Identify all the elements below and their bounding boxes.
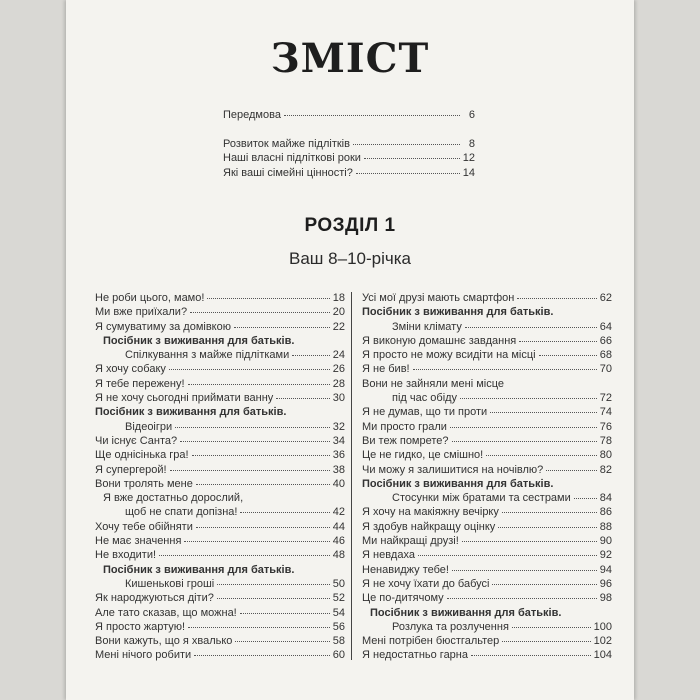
toc-entry [95, 292, 345, 306]
toc-entry-label: Я хочу собаку [95, 363, 166, 376]
toc-entry [362, 649, 612, 663]
toc-entry [95, 564, 345, 578]
toc-entry-label: Ми вже приїхали? [95, 306, 188, 319]
toc-entry [223, 167, 475, 182]
toc-entry-label: Не має значення [95, 535, 182, 548]
toc-entry-page: 44 [332, 520, 345, 533]
toc-leader-dots [175, 427, 330, 428]
toc-entry-page: 20 [332, 306, 345, 319]
toc-leader-dots [546, 470, 596, 471]
toc-entry [362, 635, 612, 649]
toc-entry [362, 506, 612, 520]
toc-leader-dots [159, 555, 330, 556]
toc-entry [95, 607, 345, 621]
toc-entry [362, 535, 612, 549]
toc-entry-label: Не входити! [95, 549, 157, 562]
toc-leader-dots [234, 327, 330, 328]
toc-leader-dots [498, 527, 596, 528]
toc-entry [362, 578, 612, 592]
toc-entry-page: 42 [332, 506, 345, 519]
toc-entry [362, 607, 612, 621]
toc-right-column [362, 292, 612, 664]
toc-entry-page: 72 [599, 392, 612, 405]
toc-leader-dots [292, 355, 329, 356]
toc-entry [95, 449, 345, 463]
toc-leader-dots [196, 527, 330, 528]
toc-entry-page: 6 [468, 109, 475, 121]
toc-entry-label: Ми просто грали [362, 420, 447, 433]
toc-entry-page: 32 [332, 420, 345, 433]
toc-entry-page: 8 [468, 137, 475, 150]
toc-entry [95, 478, 345, 492]
toc-leader-dots [192, 455, 330, 456]
toc-leader-dots [170, 470, 330, 471]
toc-entry-page: 50 [332, 577, 345, 590]
toc-entry [362, 435, 612, 449]
toc-leader-dots [471, 655, 591, 656]
toc-entry-page: 18 [332, 292, 345, 304]
toc-leader-dots [217, 584, 330, 585]
toc-entry-page: 28 [332, 377, 345, 390]
toc-entry [362, 406, 612, 420]
toc-entry [223, 109, 475, 124]
toc-entry-page: 34 [332, 434, 345, 447]
toc-leader-dots [492, 584, 596, 585]
toc-entry [362, 478, 612, 492]
toc-leader-dots [519, 341, 597, 342]
toc-entry-label: Чи існує Санта? [95, 434, 178, 447]
toc-entry-page: 30 [332, 392, 345, 405]
toc-entry-label: Усі мої друзі мають смартфон [362, 292, 515, 304]
toc-entry-page: 88 [599, 520, 612, 533]
toc-entry-label: Я не думав, що ти проти [362, 406, 488, 419]
toc-entry-page: 104 [593, 649, 612, 662]
toc-entry-label: Відеоігри [125, 420, 173, 433]
toc-entry [95, 506, 345, 520]
toc-entry-page: 58 [332, 635, 345, 648]
toc-entry-label: Це по-дитячому [362, 592, 444, 605]
toc-gap [223, 124, 475, 138]
toc-entry-page: 36 [332, 449, 345, 462]
toc-entry-label: Кишенькові гроші [125, 577, 215, 590]
toc-entry-label: Це не гидко, це смішно! [362, 449, 484, 462]
toc-entry-label: Стосунки між братами та сестрами [392, 492, 571, 505]
toc-entry [95, 363, 345, 377]
toc-entry-label: Які ваші сімейні цінності? [223, 166, 353, 179]
toc-entry [95, 578, 345, 592]
toc-entry [362, 378, 612, 392]
toc-leader-dots [240, 613, 330, 614]
toc-entry [95, 349, 345, 363]
toc-entry-page: 74 [599, 406, 612, 419]
toc-entry-label: Я тебе пережену! [95, 377, 185, 390]
toc-entry-page: 92 [599, 549, 612, 562]
toc-entry [95, 421, 345, 435]
toc-entry-label: Я недостатньо гарна [362, 649, 468, 662]
toc-entry-page: 68 [599, 349, 612, 362]
toc-entry-page: 78 [599, 434, 612, 447]
toc-entry-page: 62 [599, 292, 612, 304]
toc-entry-label: Розлука та розлучення [392, 620, 509, 633]
toc-entry-page: 80 [599, 449, 612, 462]
toc-entry-label: Розвиток майже підлітків [223, 137, 350, 150]
toc-entry-label: Передмова [223, 109, 281, 121]
toc-entry [362, 621, 612, 635]
toc-entry-label: Мені потрібен бюстгальтер [362, 635, 500, 648]
toc-entry-page: 60 [332, 649, 345, 662]
toc-leader-dots [517, 298, 596, 299]
toc-entry-page: 14 [462, 166, 475, 179]
toc-entry-page: 100 [593, 620, 612, 633]
toc-entry-label: Я супергерой! [95, 463, 167, 476]
toc-entry-label: Вони тролять мене [95, 477, 193, 490]
toc-entry [362, 564, 612, 578]
toc-entry-page: 48 [332, 549, 345, 562]
toc-leader-dots [184, 541, 329, 542]
toc-entry-label: Ще однісінька гра! [95, 449, 189, 462]
toc-entry-label: Посібник з виживання для батьків. [103, 334, 295, 347]
toc-entry [362, 492, 612, 506]
toc-entry [95, 378, 345, 392]
toc-entry-page: 90 [599, 535, 612, 548]
toc-entry-page: 54 [332, 606, 345, 619]
toc-entry-label: Я просто жартую! [95, 620, 186, 633]
toc-entry-label: Я сумуватиму за домівкою [95, 320, 231, 333]
toc-entry-page: 12 [462, 152, 475, 164]
toc-entry [362, 521, 612, 535]
toc-leader-dots [207, 298, 329, 299]
toc-entry-label: Але тато сказав, що можна! [95, 606, 237, 619]
toc-entry-page: 38 [332, 463, 345, 476]
toc-entry-label: Посібник з виживання для батьків. [362, 306, 554, 319]
toc-leader-dots [502, 512, 597, 513]
toc-entry-page: 96 [599, 577, 612, 590]
toc-left-column [95, 292, 352, 660]
toc-entry [362, 363, 612, 377]
toc-entry [95, 406, 345, 420]
toc-entry-label: Я не бив! [362, 363, 410, 376]
section-subtitle: Ваш 8–10-річка [289, 249, 411, 268]
toc-entry [223, 138, 475, 153]
toc-entry-page: 86 [599, 506, 612, 519]
toc-entry-label: Не роби цього, мамо! [95, 292, 205, 304]
toc-entry-page: 24 [332, 349, 345, 362]
toc-entry-page: 26 [332, 363, 345, 376]
toc-entry-page: 66 [599, 334, 612, 347]
toc-leader-dots [502, 641, 590, 642]
toc-entry-label: Я невдаха [362, 549, 415, 562]
toc-leader-dots [353, 144, 460, 145]
toc-entry-label: Вони не зайняли мені місце [362, 377, 504, 390]
toc-leader-dots [450, 427, 597, 428]
toc-entry-page: 52 [332, 592, 345, 605]
toc-entry-label: Посібник з виживання для батьків. [370, 606, 562, 619]
toc-leader-dots [460, 398, 597, 399]
toc-entry-page: 94 [599, 563, 612, 576]
toc-entry-label: Наші власні підліткові роки [223, 152, 361, 164]
toc-entry [362, 335, 612, 349]
page-title: ЗМІСТ [270, 35, 430, 82]
toc-leader-dots [194, 655, 330, 656]
toc-leader-dots [539, 355, 597, 356]
toc-entry-page: 98 [599, 592, 612, 605]
toc-entry [95, 392, 345, 406]
toc-entry [223, 152, 475, 167]
toc-entry [95, 592, 345, 606]
toc-entry [95, 306, 345, 320]
toc-entry-label: Вони кажуть, що я хвалько [95, 635, 233, 648]
toc-entry-label: Ненавиджу тебе! [362, 563, 449, 576]
toc-entry-label: Зміни клімату [392, 320, 462, 333]
intro-toc [223, 109, 475, 181]
toc-entry-label: Я виконую домашнє завдання [362, 334, 517, 347]
toc-entry-page: 102 [593, 635, 612, 648]
toc-entry-label: Посібник з виживання для батьків. [362, 477, 554, 490]
toc-entry-label: Я не хочу сьогодні приймати ванну [95, 392, 274, 405]
toc-entry-label: Ми найкращі друзі! [362, 535, 459, 548]
toc-entry-label: щоб не спати допізна! [125, 506, 238, 519]
toc-entry [95, 321, 345, 335]
toc-entry [95, 492, 345, 506]
toc-leader-dots [452, 570, 597, 571]
toc-entry-label: Я хочу на макіяжну вечірку [362, 506, 499, 519]
toc-entry [95, 621, 345, 635]
toc-leader-dots [284, 115, 460, 116]
toc-entry [95, 649, 345, 663]
toc-leader-dots [240, 512, 329, 513]
toc-leader-dots [490, 412, 597, 413]
toc-entry-label: Хочу тебе обійняти [95, 520, 193, 533]
toc-entry-label: Посібник з виживання для батьків. [95, 406, 287, 419]
toc-entry-page: 40 [332, 477, 345, 490]
toc-leader-dots [356, 173, 460, 174]
toc-entry-label: Спілкування з майже підлітками [125, 349, 290, 362]
toc-leader-dots [180, 441, 330, 442]
toc-leader-dots [465, 327, 597, 328]
toc-entry [362, 349, 612, 363]
toc-entry [362, 549, 612, 563]
toc-leader-dots [512, 627, 591, 628]
toc-leader-dots [452, 441, 597, 442]
toc-entry-page: 76 [599, 420, 612, 433]
toc-leader-dots [196, 484, 330, 485]
toc-leader-dots [413, 369, 597, 370]
toc-leader-dots [418, 555, 597, 556]
toc-entry-label: Посібник з виживання для батьків. [103, 563, 295, 576]
toc-leader-dots [169, 369, 330, 370]
toc-leader-dots [188, 627, 330, 628]
toc-entry-label: Я не хочу їхати до бабусі [362, 577, 490, 590]
toc-entry-page: 22 [332, 320, 345, 333]
toc-entry [95, 535, 345, 549]
toc-entry-label: Ви теж помрете? [362, 434, 449, 447]
toc-leader-dots [574, 498, 597, 499]
toc-leader-dots [486, 455, 597, 456]
toc-leader-dots [188, 384, 330, 385]
toc-leader-dots [217, 598, 330, 599]
toc-entry [362, 464, 612, 478]
toc-entry [95, 635, 345, 649]
toc-entry-page: 46 [332, 535, 345, 548]
toc-entry-label: Як народжуються діти? [95, 592, 214, 605]
toc-entry-label: Чи можу я залишитися на ночівлю? [362, 463, 544, 476]
toc-entry-label: Я просто не можу всидіти на місці [362, 349, 536, 362]
toc-entry-label: Я здобув найкращу оцінку [362, 520, 496, 533]
section-title: РОЗДІЛ 1 [304, 215, 396, 236]
toc-entry [95, 335, 345, 349]
toc-entry-page: 82 [599, 463, 612, 476]
toc-leader-dots [462, 541, 597, 542]
toc-entry-label: під час обіду [392, 392, 458, 405]
toc-leader-dots [190, 312, 330, 313]
toc-leader-dots [447, 598, 597, 599]
toc-entry [362, 449, 612, 463]
toc-entry [362, 306, 612, 320]
toc-entry [95, 521, 345, 535]
toc-entry-label: Мені нічого робити [95, 649, 192, 662]
toc-leader-dots [235, 641, 329, 642]
toc-entry [362, 321, 612, 335]
toc-entry [362, 421, 612, 435]
toc-entry-page: 84 [599, 492, 612, 505]
toc-entry-page: 56 [332, 620, 345, 633]
toc-leader-dots [276, 398, 329, 399]
toc-entry-page: 70 [599, 363, 612, 376]
toc-entry [95, 464, 345, 478]
toc-leader-dots [364, 158, 460, 159]
toc-entry-page: 64 [599, 320, 612, 333]
toc-entry [95, 549, 345, 563]
toc-entry-label: Я вже достатньо дорослий, [103, 492, 244, 505]
toc-entry [362, 592, 612, 606]
toc-entry [362, 392, 612, 406]
toc-entry [362, 292, 612, 306]
toc-entry [95, 435, 345, 449]
